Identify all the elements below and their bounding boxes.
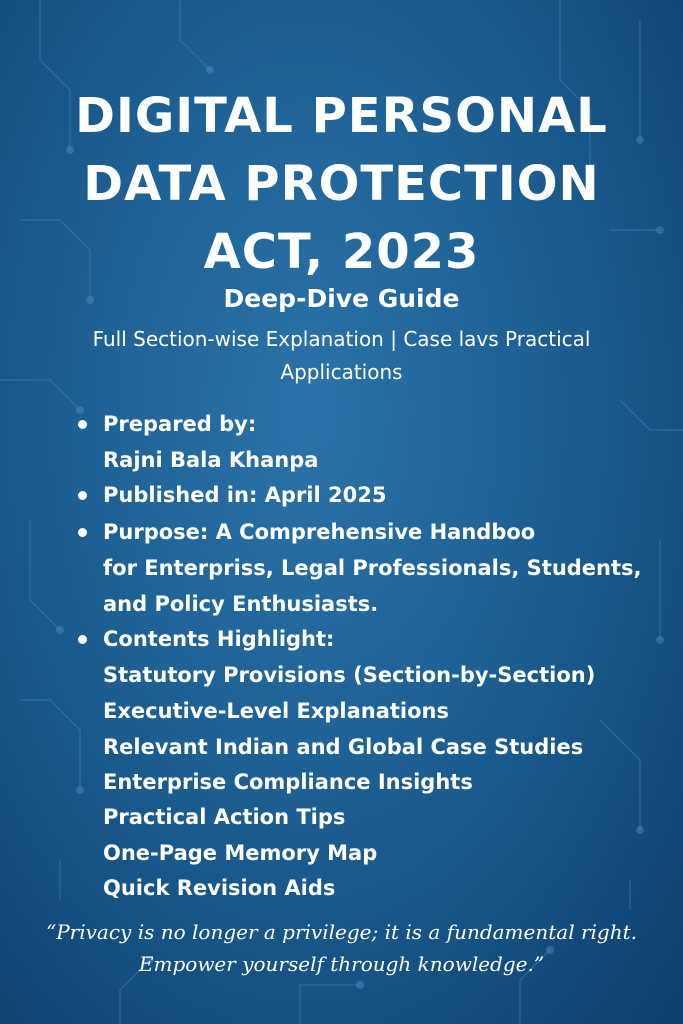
purpose-line-3: and Policy Enthusiasts. xyxy=(103,592,379,616)
contents-item: Enterprise Compliance Insights xyxy=(103,770,473,794)
tagline-line-1: Full Section-wise Explanation | Case lavs Practical xyxy=(92,327,591,351)
closing-quote xyxy=(20,916,663,980)
purpose-line-2: for Enterpriss, Legal Professionals, Students, xyxy=(103,556,642,580)
quote-line-1: “Privacy is no longer a privilege; it is a fundamental right. xyxy=(45,920,637,944)
contents-item: Statutory Provisions (Section-by-Section) xyxy=(103,663,596,687)
bullet-icon xyxy=(78,420,87,429)
contents-item: One-Page Memory Map xyxy=(103,841,378,865)
published-date: Published in: April 2025 xyxy=(103,483,387,507)
purpose-line-1: Purpose: A Comprehensive Handboo xyxy=(103,520,536,544)
bullet-icon xyxy=(78,491,87,500)
contents-item: Quick Revision Aids xyxy=(103,876,336,900)
contents-item: Relevant Indian and Global Case Studies xyxy=(103,735,584,759)
author-name: Rajni Bala Khanpa xyxy=(103,448,319,472)
subtitle: Deep-Dive Guide xyxy=(223,284,460,313)
prepared-by-label: Prepared by: xyxy=(103,412,257,436)
contents-label: Contents Highlight: xyxy=(103,627,335,651)
title-line-3: ACT, 2023 xyxy=(203,224,480,280)
title-line-2: DATA PROTECTION xyxy=(83,156,600,212)
bullet-icon xyxy=(78,635,87,644)
contents-item: Executive-Level Explanations xyxy=(103,699,450,723)
title-line-1: DIGITAL PERSONAL xyxy=(75,88,608,144)
contents-item: Practical Action Tips xyxy=(103,805,346,829)
tagline-line-2: Applications xyxy=(280,360,403,384)
quote-line-2: Empower yourself through knowledge.” xyxy=(138,952,545,976)
bullet-icon xyxy=(78,528,87,537)
